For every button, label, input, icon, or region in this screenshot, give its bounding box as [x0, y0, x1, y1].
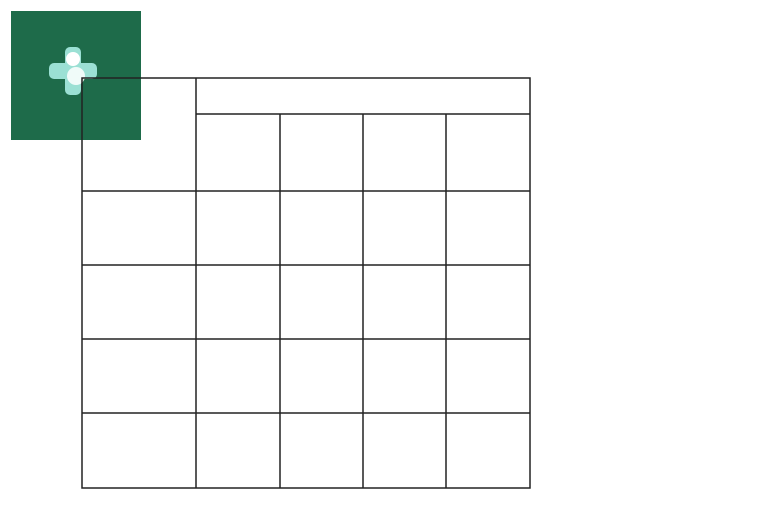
table-grid — [82, 78, 530, 488]
